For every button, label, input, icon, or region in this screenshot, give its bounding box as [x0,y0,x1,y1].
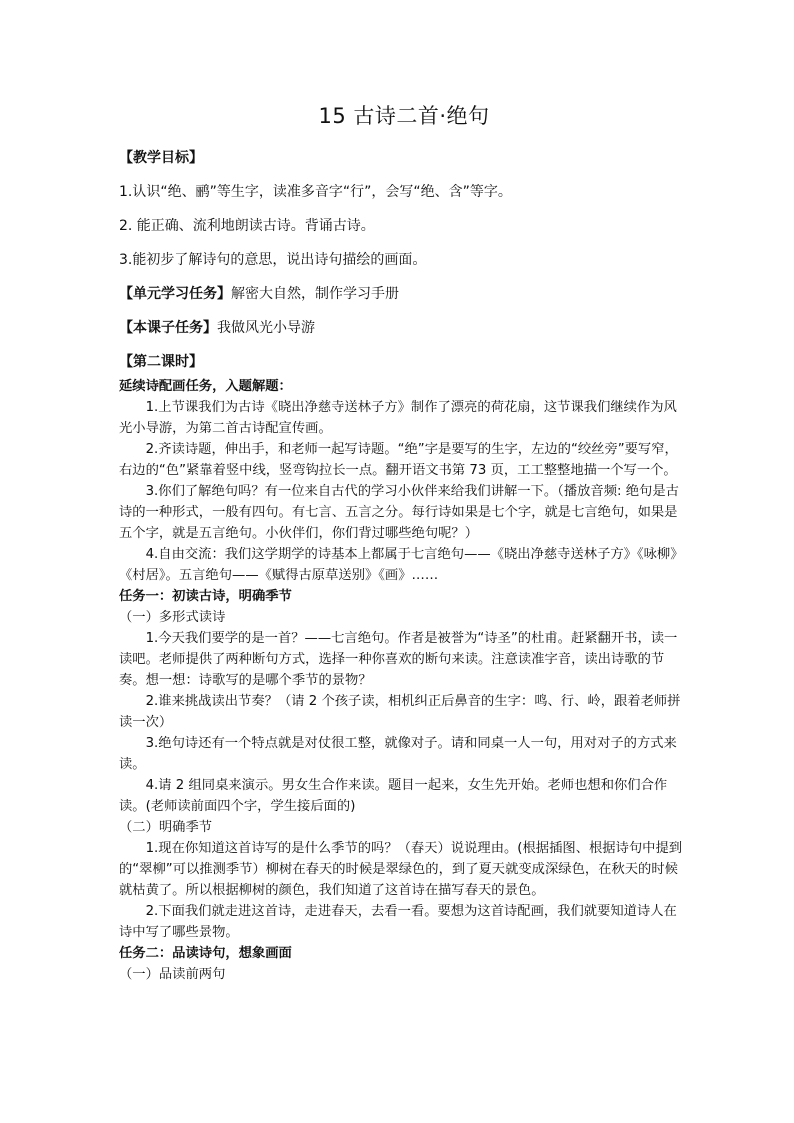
lesson-task-text: 我做风光小导游 [217,320,315,336]
objectives-header: 【教学目标】 [119,150,203,166]
unit-task [119,284,689,304]
unit-task-text: 解密大自然，制作学习手册 [231,286,399,302]
intro-item: 1.上节课我们为古诗《晓出净慈寺送林子方》制作了漂亮的荷花扇，这节课我们继续作为风光小导游，为第二首古诗配宣传画。 [119,400,677,436]
intro-item: 4.自由交流：我们这学期学的诗基本上都属于七言绝句——《晓出净慈寺送林子方》《咏柳》《村居》。五言绝句——《赋得古原草送别》《画》…… [119,547,684,583]
task1-item: 1.现在你知道这首诗写的是什么季节的吗？（春天）说说理由。(根据插图、根据诗句中提到的“翠柳”可以推测季节）柳树在春天的时候是翠绿色的，到了夏天就变成深绿色，在秋天的时候就枯黄了。所以根据柳树的颜色，我们知道了这首诗在描写春天的景色。 [119,841,683,898]
task1-item: 4.请 2 组同桌来演示。男女生合作来读。题目一起来，女生先开始。老师也想和你们合作读。(老师读前面四个字，学生接后面的) [119,778,668,814]
objective-item: 2. 能正确、流利地朗读古诗。背诵古诗。 [119,218,375,234]
task1-item: 1.今天我们要学的是一首？——七言绝句。作者是被誉为“诗圣”的杜甫。赶紧翻开书，读一读吧。老师提供了两种断句方式，选择一种你喜欢的断句来读。注意读准字音，读出诗歌的节奏。想一想：诗歌写的是哪个季节的景物？ [119,631,678,688]
task1-header: 任务一：初读古诗，明确季节 [119,589,292,604]
intro-header: 延续诗配画任务，入题解题： [119,379,292,394]
task2-header: 任务二：品读诗句，想象画面 [119,946,292,961]
lesson-task-label: 【本课子任务】 [119,320,217,336]
page-title: 15 古诗二首·绝句 [318,104,490,128]
task1-item: 3.绝句诗还有一个特点就是对仗很工整，就像对子。请和同桌一人一句，用对对子的方式来读。 [119,736,677,772]
period-header: 【第二课时】 [119,354,203,370]
lesson-body [119,376,689,985]
document-page [119,100,689,985]
task1-subheader: （一）多形式读诗 [119,610,226,625]
objective-item: 3.能初步了解诗句的意思，说出诗句描绘的画面。 [119,252,427,268]
task1-subheader: （二）明确季节 [119,820,213,835]
task1-item: 2.谁来挑战读出节奏？（请 2 个孩子读，相机纠正后鼻音的生字：鸣、行、岭，跟着老师拼读一次） [119,694,681,730]
intro-item: 2.齐读诗题，伸出手，和老师一起写诗题。“绝”字是要写的生字，左边的“绞丝旁”要写窄，右边的“色”紧靠着竖中线，竖弯钩拉长一点。翻开语文书第 73 页，工工整整地描一个写一个。 [119,442,678,478]
unit-task-label: 【单元学习任务】 [119,286,231,302]
intro-item: 3.你们了解绝句吗？有一位来自古代的学习小伙伴来给我们讲解一下。（播放音频: 绝句是古诗的一种形式，一般有四句。有七言、五言之分。每行诗如果是七个字，就是七言绝句，如果是五个字，就是五言绝句。小伙伴们，你们背过哪些绝句呢？） [119,484,679,541]
task2-subheader: （一）品读前两句 [119,967,226,982]
lesson-task [119,318,689,338]
objective-item: 1.认识“绝、鹂”等生字，读准多音字“行”，会写“绝、含”等字。 [119,184,512,200]
task1-item: 2.下面我们就走进这首诗，走进春天，去看一看。要想为这首诗配画，我们就要知道诗人在诗中写了哪些景物。 [119,904,677,940]
